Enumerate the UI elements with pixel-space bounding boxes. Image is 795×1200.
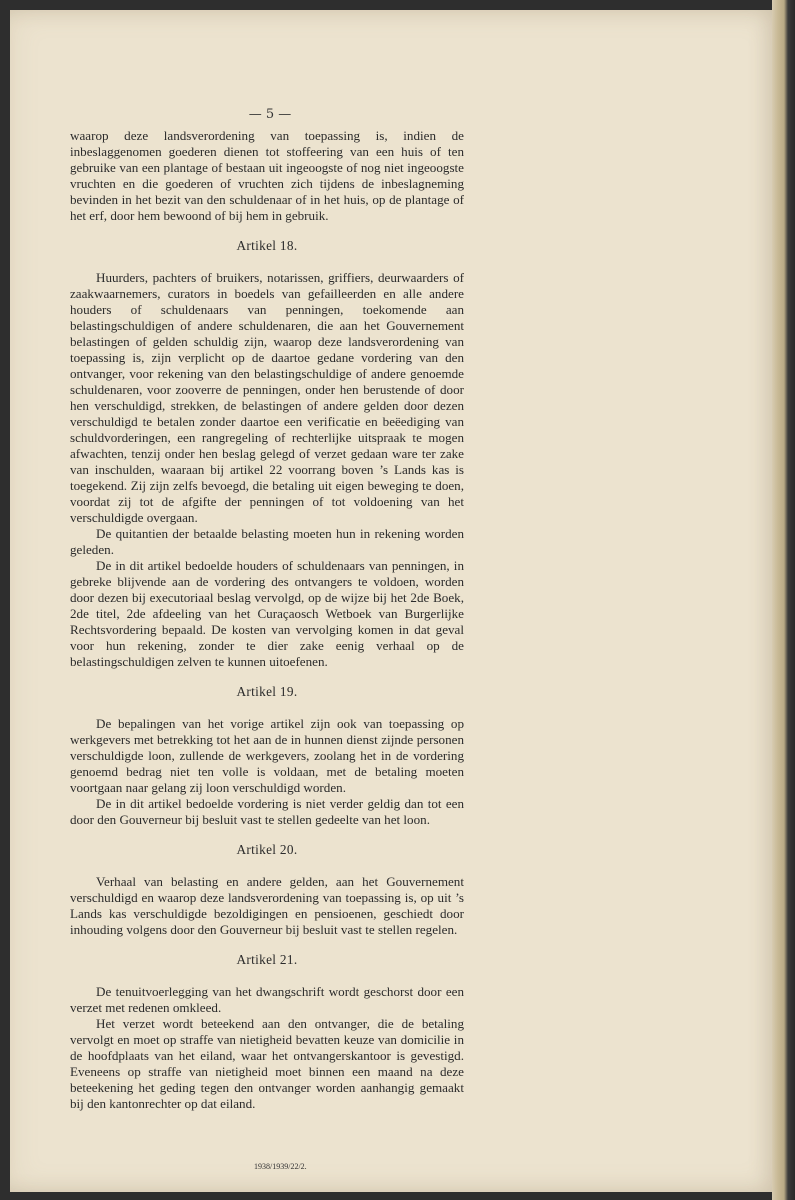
article-heading: Artikel 21. xyxy=(236,952,298,967)
paragraph: De tenuitvoerlegging van het dwangschrift wordt geschorst door een verzet met redenen omkleed. xyxy=(70,984,464,1015)
paragraph: waarop deze landsverordening van toepassing is, indien de inbeslaggenomen goederen dienen tot stoffeering van een huis of ten gebruike van een plantage of bestaan uit ingeoogste of nog niet ingeoogste vruchten en die goederen of vruchten zich tijdens de inbeslagneming bevinden in het bezit van den schuldenaar of in het huis, op de plantage of het erf, door hem bewoond of bij hem in gebruik. xyxy=(70,128,464,223)
article-heading: Artikel 19. xyxy=(236,684,298,699)
page-number: — 5 — xyxy=(248,107,292,122)
page-edge-binding xyxy=(772,0,795,1200)
article-heading: Artikel 18. xyxy=(236,238,298,253)
paragraph: De bepalingen van het vorige artikel zijn ook van toepassing op werkgevers met betrekking tot het aan de in hunnen dienst zijnde personen verschuldigde loon, zullende de werkgevers, zoolang het in de vordering genoemd bedrag niet ten volle is voldaan, met de betaling moeten voortgaan naar gelang zij loon verschuldigd worden. xyxy=(70,716,464,795)
paragraph: De in dit artikel bedoelde vordering is niet verder geldig dan tot een door den Gouverneur bij besluit vast te stellen gedeelte van het loon. xyxy=(70,796,464,827)
footer-code: 1938/1939/22/2. xyxy=(254,1162,307,1171)
paragraph: De in dit artikel bedoelde houders of schuldenaars van penningen, in gebreke blijvende aan de vordering des ontvangers te voldoen, worden door dezen bij executoriaal beslag vervolgd, op de wijze bij het 2de Boek, 2de titel, 2de afdeeling van het Curaçaosch Wetboek van Burgerlijke Rechtsvordering bepaald. De kosten van vervolging komen in dat geval voor hun rekening, zonder te dier zake eenig verhaal op de belastingschuldigen zelven te kunnen uitoefenen. xyxy=(70,558,464,669)
paragraph: Verhaal van belasting en andere gelden, aan het Gouvernement verschuldigd en waarop deze landsverordening van toepassing is, op uit ’s Lands kas verschuldigde bezoldigingen en pensioenen, geschiedt door inhouding volgens door den Gouverneur bij besluit vast te stellen regelen. xyxy=(70,874,464,937)
paragraph: Huurders, pachters of bruikers, notarissen, griffiers, deurwaarders of zaakwaarnemers, curators in boedels van gefailleerden en alle andere houders of schuldenaars van penningen, toekomende aan belastingschuldigen of andere schuldenaren, die aan het Gouvernement belastingen of gelden schuldig zijn, waarop deze landsverordening van toepassing is, zijn verplicht op de daartoe gedane vordering van den ontvanger, voor rekening van den belastingschuldige of andere genoemde schuldenaren, voor zooverre de penningen, onder hen berustende of door hen verschuldigd, strekken, de belastingen of andere gelden door dezen verschuldigd te betalen zonder daartoe een verificatie en beëediging van schuldvorderingen, een rangregeling of rechterlijke uitspraak te mogen afwachten, tenzij onder hen beslag gelegd of verzet gedaan ware ter zake van inschulden, waaraan bij artikel 22 voorrang boven ’s Lands kas is toegekend. Zij zijn zelfs bevoegd, die betaling uit eigen beweging te doen, voordat zij tot de afgifte der penningen of tot voldoening van het verschuldigde overgaan. xyxy=(70,270,464,525)
article-heading: Artikel 20. xyxy=(236,842,298,857)
document-body xyxy=(70,128,464,1112)
paragraph: De quitantien der betaalde belasting moeten hun in rekening worden geleden. xyxy=(70,526,464,557)
paragraph: Het verzet wordt beteekend aan den ontvanger, die de betaling vervolgt en moet op straffe van nietigheid bevatten keuze van domicilie in de hoofdplaats van het eiland, waar het ontvangerskantoor is gevestigd. Eveneens op straffe van nietigheid moet binnen een maand na deze beteekening het geding tegen den ontvanger worden aanhangig gemaakt bij den kantonrechter op dat eiland. xyxy=(70,1016,464,1111)
document-page xyxy=(10,10,778,1192)
